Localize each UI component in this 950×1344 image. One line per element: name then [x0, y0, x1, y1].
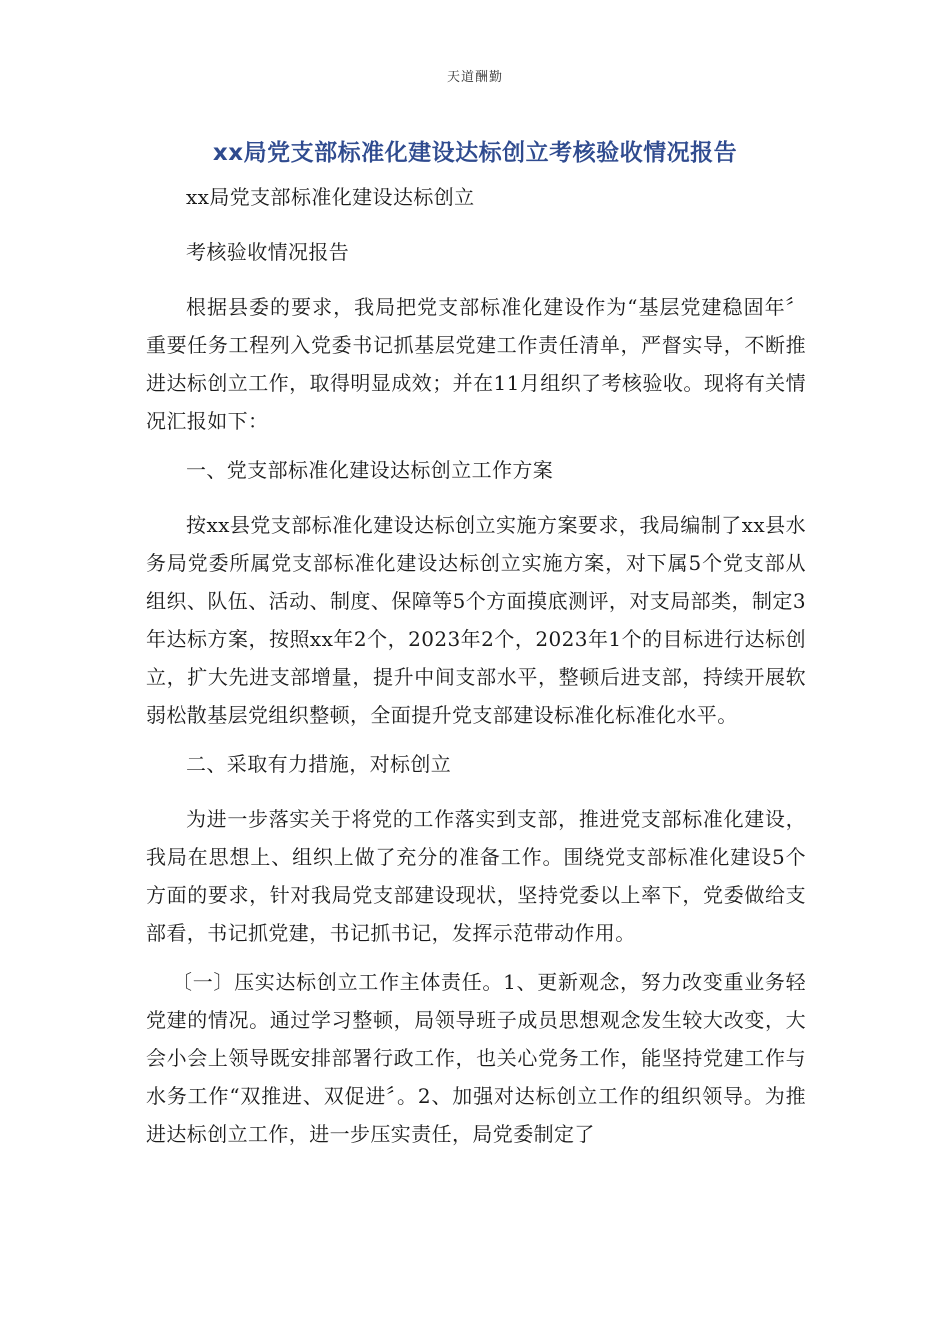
subtitle-line-1: xx局党支部标准化建设达标创立	[186, 185, 475, 209]
header-note: 天道酬勤	[446, 70, 503, 85]
section-heading-1: 一、党支部标准化建设达标创立工作方案	[186, 458, 554, 482]
document-title: xx局党支部标准化建设达标创立考核验收情况报告	[212, 140, 738, 166]
section-1-paragraph: 按xx县党支部标准化建设达标创立实施方案要求，我局编制了xx县水务局党委所属党支部标准化建设达标创立实施方案，对下属5个党支部从组织、队伍、活动、制度、保障等5个方面摸底测评，对支局部类，制定3年达标方案，按照xx年2个，2023年2个，2023年1个的目标进行达标创立，扩大先进支部增量，提升中间支部水平，整顿后进支部，持续开展软弱松散基层党组织整顿，全面提升党支部建设标准化标准化水平。	[146, 513, 806, 727]
intro-paragraph: 根据县委的要求，我局把党支部标准化建设作为“基层党建稳固年〞重要任务工程列入党委书记抓基层党建工作责任清单，严督实导，不断推进达标创立工作，取得明显成效；并在11月组织了考核验收。现将有关情况汇报如下：	[146, 295, 806, 433]
subsection-1-paragraph: 〔一〕压实达标创立工作主体责任。1、更新观念，努力改变重业务轻党建的情况。通过学习整顿，局领导班子成员思想观念发生较大改变，大会小会上领导既安排部署行政工作，也关心党务工作，能坚持党建工作与水务工作“双推进、双促进〞。2、加强对达标创立工作的组织领导。为推进达标创立工作，进一步压实责任，局党委制定了	[146, 970, 806, 1146]
subtitle-line-2: 考核验收情况报告	[186, 240, 350, 264]
document-body	[146, 178, 806, 1164]
section-heading-2: 二、采取有力措施，对标创立	[186, 752, 452, 776]
section-2-paragraph: 为进一步落实关于将党的工作落实到支部，推进党支部标准化建设，我局在思想上、组织上做了充分的准备工作。围绕党支部标准化建设5个方面的要求，针对我局党支部建设现状，坚持党委以上率下，党委做给支部看，书记抓党建，书记抓书记，发挥示范带动作用。	[146, 807, 806, 945]
